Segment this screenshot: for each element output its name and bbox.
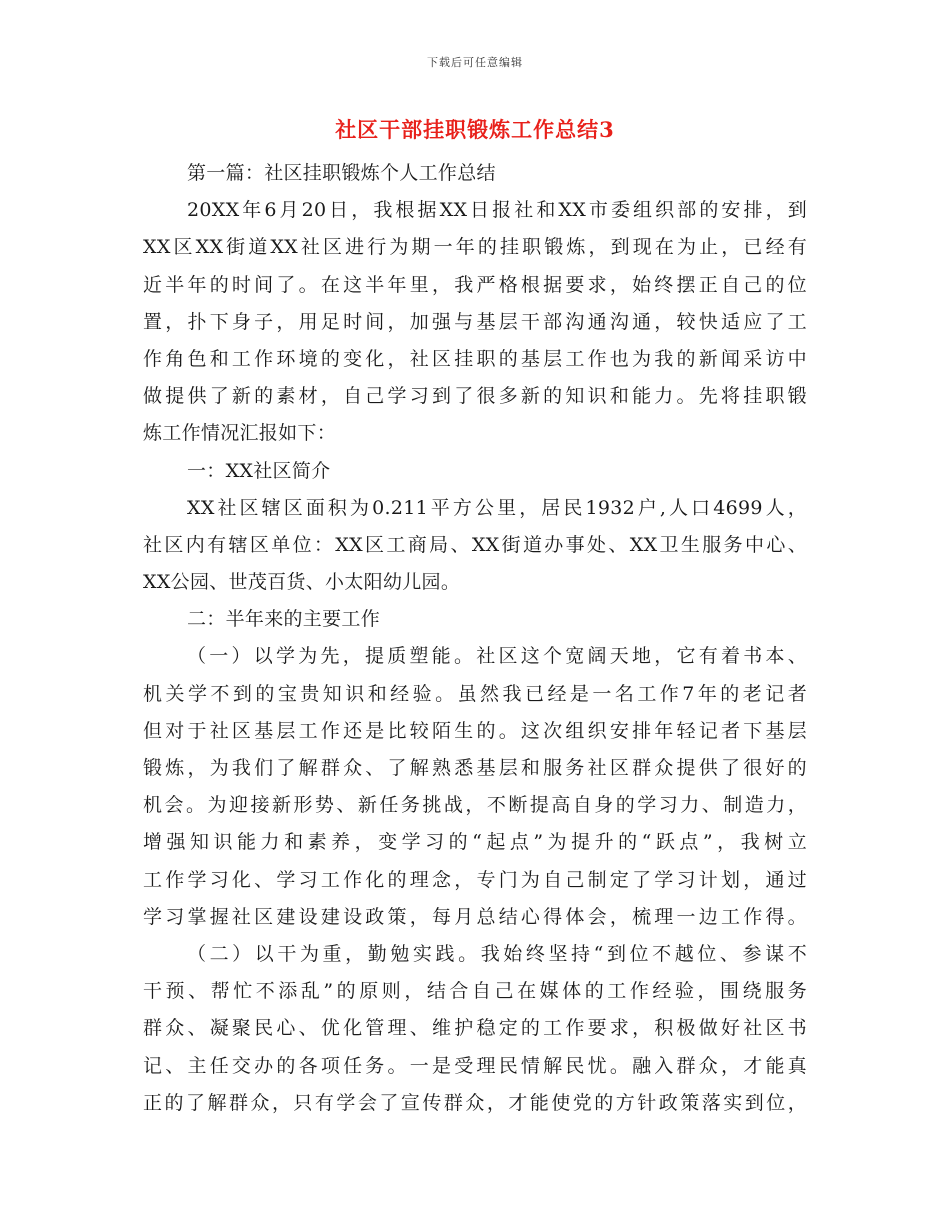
text-line: 置，扑下身子，用足时间，加强与基层干部沟通沟通，较快适应了工 [143,310,807,333]
text-line: 工作学习化、学习工作化的理念，专门为自己制定了学习计划，通过 [143,868,807,891]
text-line: 干预、帮忙不添乱”的原则，结合自己在媒体的工作经验，围绕服务 [143,980,807,1003]
text-line: （一）以学为先，提质塑能。社区这个宽阔天地，它有着书本、 [187,645,807,668]
text-line: 20XX年6月20日，我根据XX日报社和XX市委组织部的安排，到 [187,199,807,222]
text-line: 增强知识能力和素养，变学习的“起点”为提升的“跃点”，我树立 [143,831,807,854]
text-line: 二：半年来的主要工作 [187,608,381,631]
text-line: 第一篇：社区挂职锻炼个人工作总结 [187,162,496,184]
text-line: 锻炼，为我们了解群众、了解熟悉基层和服务社区群众提供了很好的 [143,757,807,779]
header-note: 下载后可任意编辑 [427,56,523,69]
text-line: 近半年的时间了。在这半年里，我严格根据要求，始终摆正自己的位 [143,273,807,296]
text-line: 学习掌握社区建设建设政策，每月总结心得体会，梳理一边工作得。 [143,905,807,928]
text-line: XX区XX街道XX社区进行为期一年的挂职锻炼，到现在为止，已经有 [143,236,807,259]
text-line: 一：XX社区简介 [187,459,331,482]
text-line: 做提供了新的素材，自己学习到了很多新的知识和能力。先将挂职锻 [143,385,807,408]
text-line: 正的了解群众，只有学会了宣传群众，才能使党的方针政策落实到位， [143,1091,807,1114]
text-line: XX公园、世茂百货、小太阳幼儿园。 [143,571,461,594]
text-line: 作角色和工作环境的变化，社区挂职的基层工作也为我的新闻采访中 [143,347,807,370]
text-line: 记、主任交办的各项任务。一是受理民情解民忧。融入群众，才能真 [143,1054,807,1077]
text-line: XX社区辖区面积为0.211平方公里，居民1932户,人口4699人， [187,496,807,519]
text-line: （二）以干为重，勤勉实践。我始终坚持“到位不越位、参谋不 [187,942,807,965]
document-title: 社区干部挂职锻炼工作总结3 [335,117,615,142]
text-line: 机关学不到的宝贵知识和经验。虽然我已经是一名工作7年的老记者 [143,682,807,705]
text-line: 社区内有辖区单位：XX区工商局、XX街道办事处、XX卫生服务中心、 [143,533,807,556]
document-body [143,155,807,1122]
text-line: 炼工作情况汇报如下： [143,422,337,445]
text-line: 但对于社区基层工作还是比较陌生的。这次组织安排年轻记者下基层 [143,719,807,742]
text-line: 机会。为迎接新形势、新任务挑战，不断提高自身的学习力、制造力， [143,794,807,817]
text-line: 群众、凝聚民心、优化管理、维护稳定的工作要求，积极做好社区书 [143,1017,807,1040]
